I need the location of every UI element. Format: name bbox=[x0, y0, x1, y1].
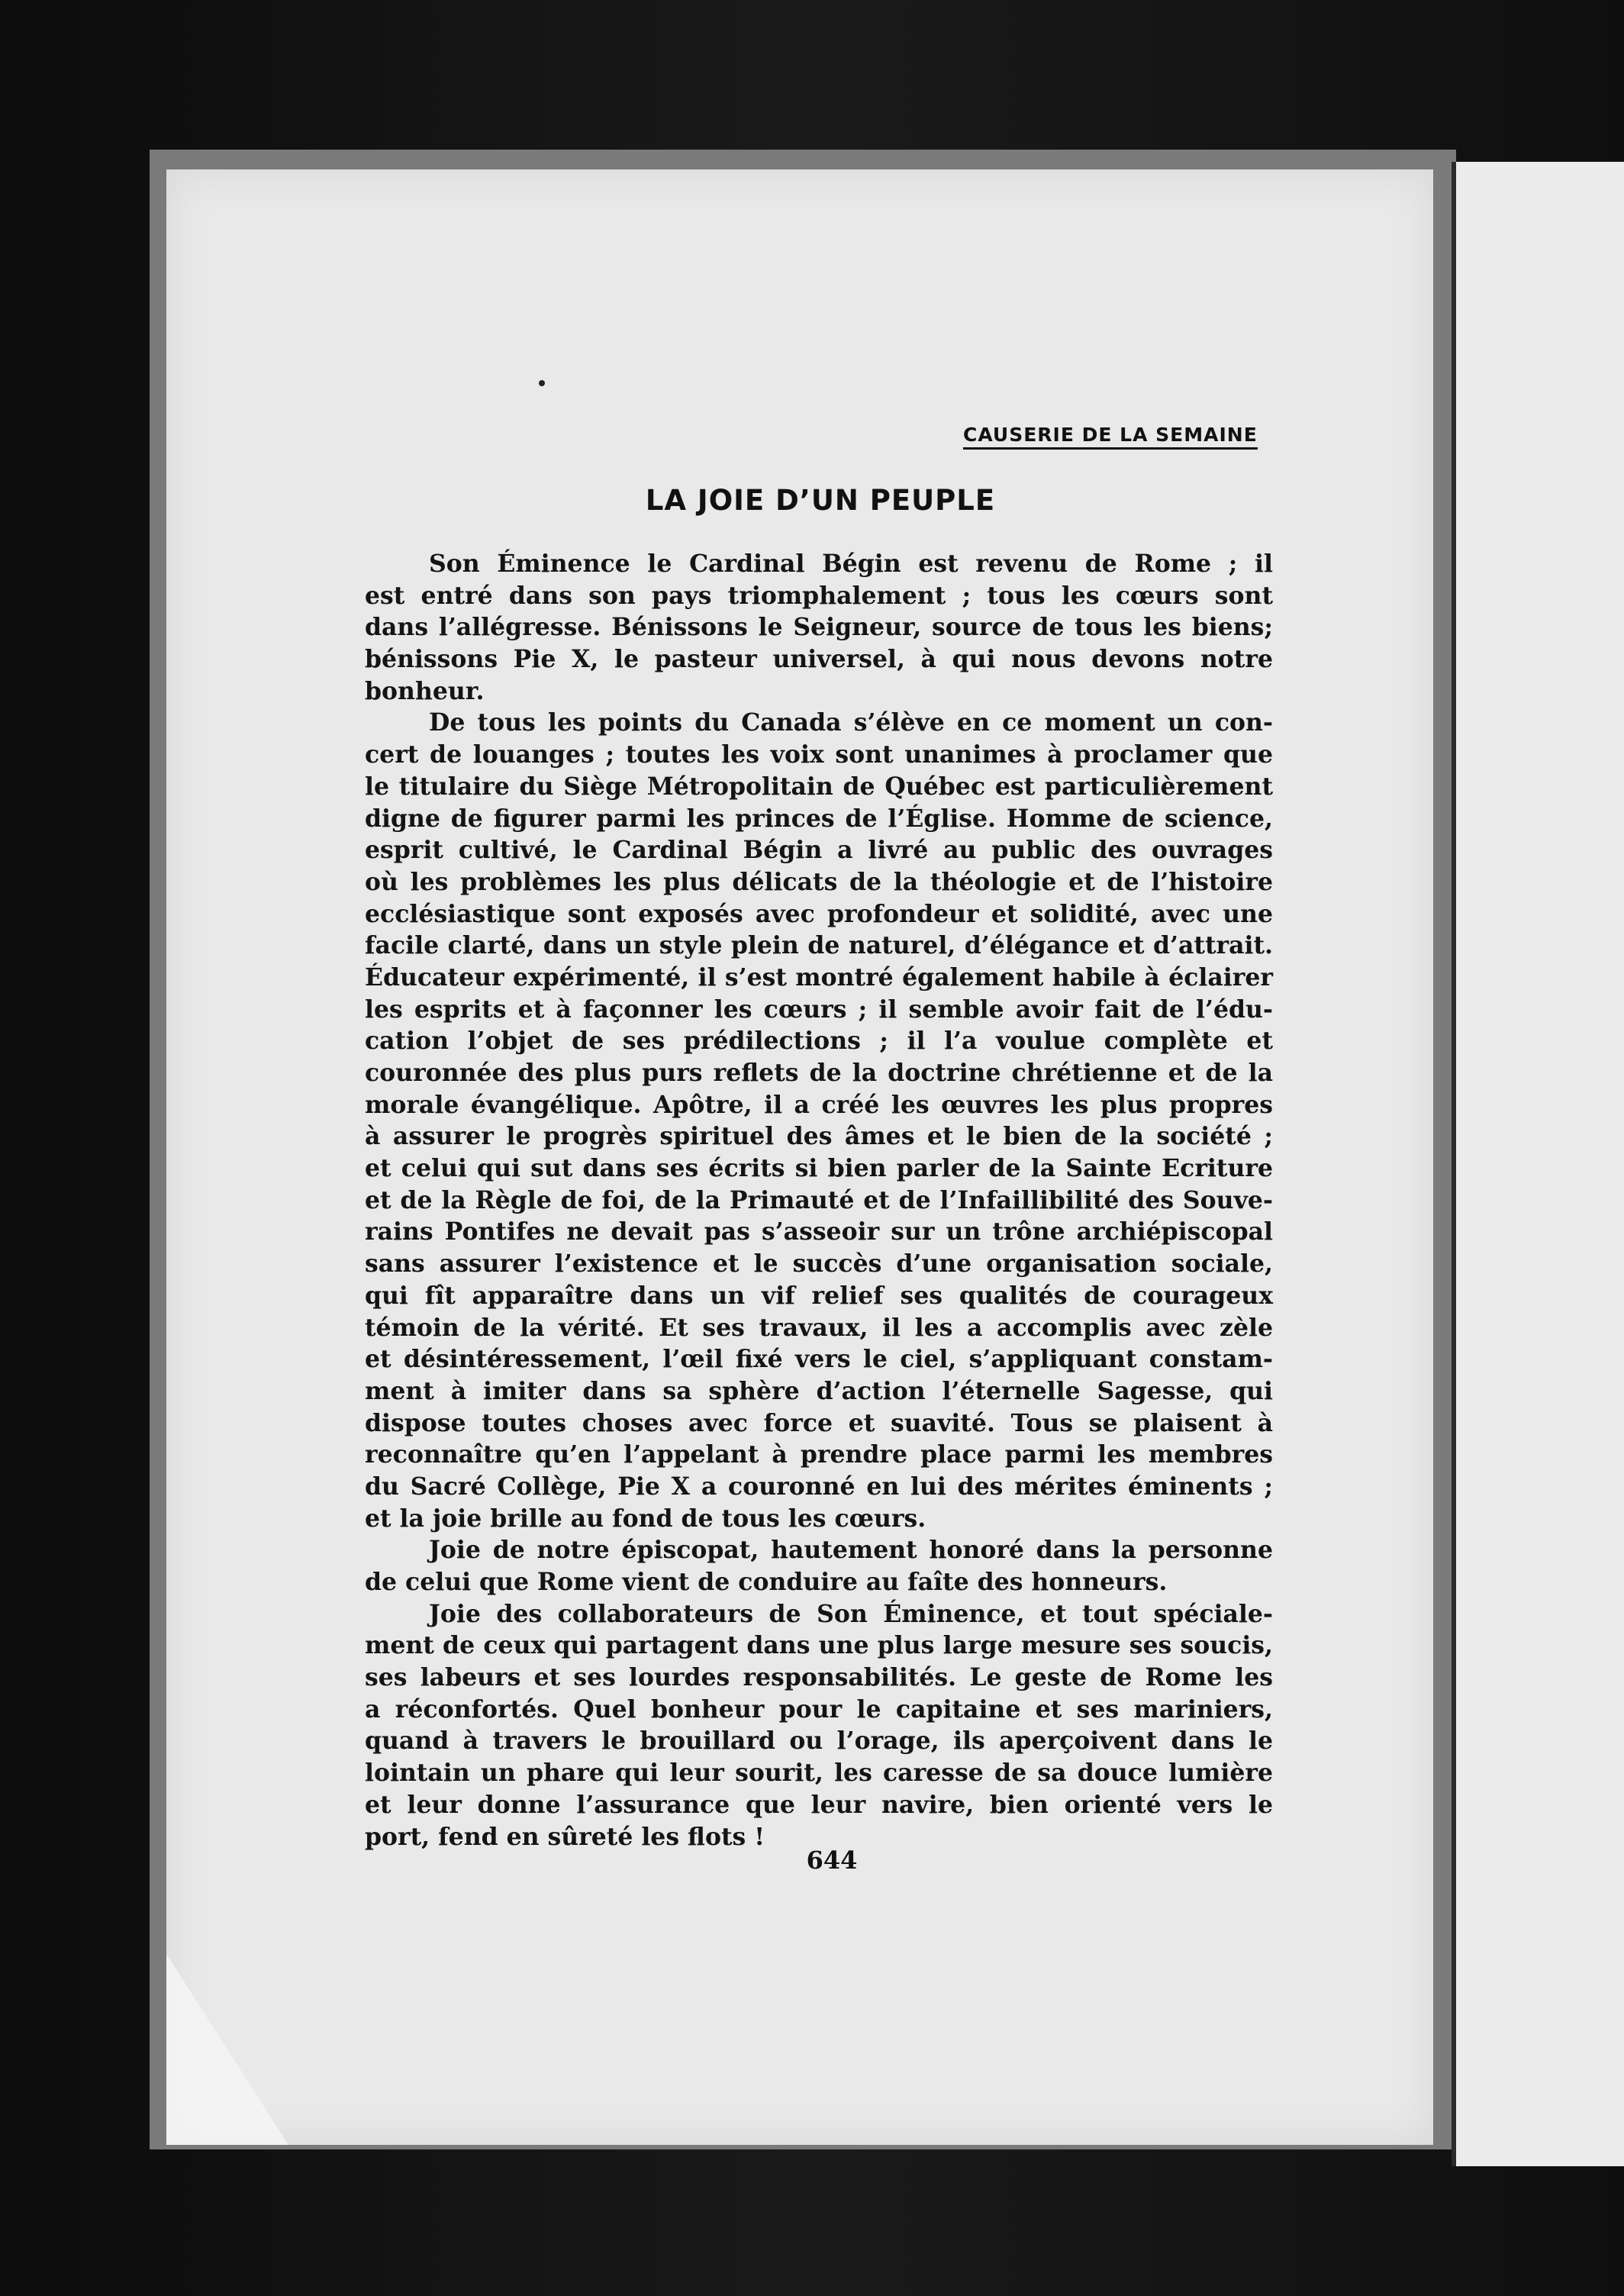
text-line: ecclésiastique sont exposés avec profondeur et solidité, avec une bbox=[365, 899, 1273, 928]
text-line: dans l’allégresse. Bénissons le Seigneur, source de tous les biens; bbox=[365, 613, 1273, 642]
text-line: sans assurer l’existence et le succès d’une organisation sociale, bbox=[365, 1250, 1273, 1279]
text-line: à assurer le progrès spirituel des âmes et le bien de la société ; bbox=[365, 1122, 1273, 1151]
text-line: cert de louanges ; toutes les voix sont unanimes à proclamer que bbox=[365, 740, 1273, 769]
text-line: quand à travers le brouillard ou l’orage, ils aperçoivent dans le bbox=[365, 1727, 1273, 1756]
page-corner-fold bbox=[166, 1954, 288, 2145]
text-line: dispose toutes choses avec force et suavité. Tous se plaisent à bbox=[365, 1408, 1273, 1437]
text-line: Joie des collaborateurs de Son Éminence, et tout spéciale- bbox=[429, 1599, 1273, 1628]
text-line: bonheur. bbox=[365, 676, 485, 705]
article-body bbox=[365, 548, 1273, 1853]
text-line: et leur donne l’assurance que leur navire, bien orienté vers le bbox=[365, 1790, 1273, 1819]
text-line: les esprits et à façonner les cœurs ; il semble avoir fait de l’édu- bbox=[365, 995, 1273, 1024]
text-line: le titulaire du Siège Métropolitain de Québec est particulièrement bbox=[365, 772, 1273, 801]
text-line: bénissons Pie X, le pasteur universel, à qui nous devons notre bbox=[365, 645, 1273, 674]
text-line: a réconfortés. Quel bonheur pour le capitaine et ses mariniers, bbox=[365, 1695, 1273, 1724]
text-line: et la joie brille au fond de tous les cœurs. bbox=[365, 1504, 926, 1533]
text-line: cation l’objet de ses prédilections ; il l’a voulue complète et bbox=[365, 1027, 1273, 1056]
ink-speck bbox=[539, 380, 545, 386]
text-line: port, fend en sûreté les flots ! bbox=[365, 1822, 765, 1851]
text-line: morale évangélique. Apôtre, il a créé les œuvres les plus propres bbox=[365, 1090, 1273, 1119]
text-line: est entré dans son pays triomphalement ; tous les cœurs sont bbox=[365, 581, 1273, 610]
text-line: reconnaître qu’en l’appelant à prendre place parmi les membres bbox=[365, 1440, 1273, 1469]
text-line: et celui qui sut dans ses écrits si bien parler de la Sainte Ecriture bbox=[365, 1154, 1273, 1183]
page-number: 644 bbox=[806, 1846, 858, 1875]
text-line: qui fît apparaître dans un vif relief ses qualités de courageux bbox=[365, 1281, 1273, 1310]
text-line: rains Pontifes ne devait pas s’asseoir sur un trône archiépiscopal bbox=[365, 1217, 1273, 1246]
text-line: lointain un phare qui leur sourit, les caresse de sa douce lumière bbox=[365, 1759, 1273, 1788]
facing-page-edge bbox=[1452, 162, 1624, 2166]
text-line: du Sacré Collège, Pie X a couronné en lui des mérites éminents ; bbox=[365, 1472, 1273, 1501]
text-line: digne de figurer parmi les princes de l’Église. Homme de science, bbox=[365, 804, 1273, 833]
text-line: et de la Règle de foi, de la Primauté et de l’Infaillibilité des Souve- bbox=[365, 1185, 1273, 1214]
text-line: ses labeurs et ses lourdes responsabilités. Le geste de Rome les bbox=[365, 1663, 1273, 1692]
text-line: Éducateur expérimenté, il s’est montré également habile à éclairer bbox=[365, 963, 1273, 992]
text-line: facile clarté, dans un style plein de naturel, d’élégance et d’attrait. bbox=[365, 931, 1273, 960]
text-line: Joie de notre épiscopat, hautement honoré dans la personne bbox=[429, 1536, 1273, 1565]
text-line: De tous les points du Canada s’élève en ce moment un con- bbox=[429, 708, 1273, 737]
text-line: Son Éminence le Cardinal Bégin est revenu de Rome ; il bbox=[429, 550, 1273, 578]
text-line: couronnée des plus purs reflets de la doctrine chrétienne et de la bbox=[365, 1059, 1273, 1087]
text-line: et désintéressement, l’œil fixé vers le ciel, s’appliquant constam- bbox=[365, 1345, 1273, 1374]
text-line: ment à imiter dans sa sphère d’action l’éternelle Sagesse, qui bbox=[365, 1376, 1273, 1405]
text-line: ment de ceux qui partagent dans une plus large mesure ses soucis, bbox=[365, 1631, 1273, 1660]
text-line: où les problèmes les plus délicats de la théologie et de l’histoire bbox=[365, 867, 1273, 896]
text-line: de celui que Rome vient de conduire au faîte des honneurs. bbox=[365, 1568, 1168, 1596]
text-line: témoin de la vérité. Et ses travaux, il les a accomplis avec zèle bbox=[365, 1313, 1273, 1342]
running-head: CAUSERIE DE LA SEMAINE bbox=[963, 424, 1258, 450]
article-title: LA JOIE D’UN PEUPLE bbox=[645, 484, 996, 517]
text-line: esprit cultivé, le Cardinal Bégin a livré au public des ouvrages bbox=[365, 836, 1273, 865]
